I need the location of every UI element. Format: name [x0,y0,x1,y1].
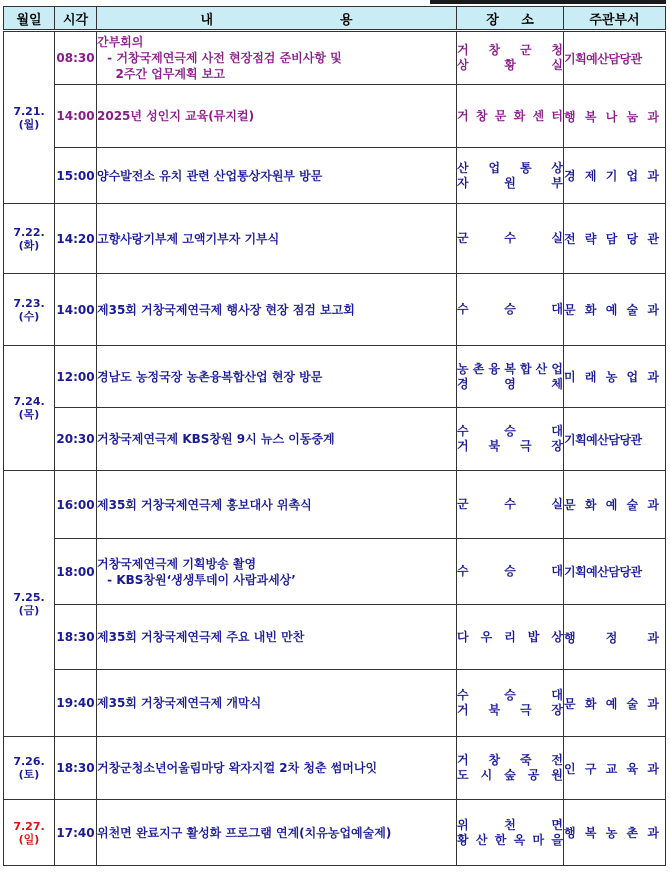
content-cell [97,85,457,148]
dept-label: 행 복 농 촌 과 [564,826,659,840]
place-cell [457,737,564,800]
time-cell: 14:00 [55,274,97,346]
dept-label: 문 화 예 술 과 [564,498,659,512]
dept-cell [564,274,666,346]
dept-cell [564,408,666,471]
place-cell [457,539,564,605]
weekday-label: (일) [18,832,40,846]
place-line: 위 천 면 [457,817,563,832]
table-row [4,670,666,737]
place-line: 수 승 대 [457,424,563,438]
weekday-label: (화) [18,238,40,252]
table-row [4,274,666,346]
content-line: 제35회 거창국제연극제 개막식 [97,696,262,710]
dept-label: 미 래 농 업 과 [564,370,659,384]
dept-label: 인 구 교 육 과 [564,761,659,776]
top-strip [430,0,666,4]
content-line: - 거창국제연극제 사전 현장점검 준비사항 및 [103,51,342,65]
dept-label: 경 제 기 업 과 [564,169,659,183]
date-label: 7.24. [13,395,45,408]
place-line: 농 촌 융 복 합 산 업 [457,361,563,376]
date-cell [4,800,55,866]
date-cell [4,204,55,274]
place-line: 수 승 대 [457,564,563,578]
place-line: 황 산 한 옥 마 을 [457,832,563,847]
dept-cell [564,605,666,670]
place-cell [457,85,564,148]
header-row [4,7,666,31]
time-cell: 20:30 [55,408,97,471]
table-row [4,204,666,274]
content-line: 2주간 업무계획 보고 [103,67,225,81]
dept-cell [564,346,666,408]
weekday-label: (금) [18,603,40,617]
place-line: 거 북 극 장 [457,439,563,453]
place-cell [457,471,564,539]
date-cell [4,471,55,737]
dept-cell [564,148,666,204]
table-row [4,737,666,800]
place-cell [457,670,564,737]
table-row [4,148,666,204]
place-line: 수 승 대 [457,688,563,702]
dept-label: 기획예산담당관 [564,51,642,66]
time-cell: 16:00 [55,471,97,539]
table-row [4,539,666,605]
place-line: 수 승 대 [457,302,563,316]
dept-cell [564,539,666,605]
place-cell [457,800,564,866]
dept-cell [564,800,666,866]
place-cell [457,204,564,274]
table-row [4,346,666,408]
header-place: 장 소 [457,7,564,31]
time-cell: 17:40 [55,800,97,866]
dept-cell [564,85,666,148]
content-line: 간부회의 [97,35,144,49]
dept-label: 문 화 예 술 과 [564,303,659,317]
date-label: 7.27. [13,819,45,833]
content-cell [97,274,457,346]
content-line: 거창국제연극제 기획방송 촬영 [97,556,257,571]
table-row [4,605,666,670]
table-row [4,408,666,471]
dept-cell [564,737,666,800]
content-cell [97,539,457,605]
content-cell [97,471,457,539]
time-cell: 12:00 [55,346,97,408]
schedule-table [3,6,666,866]
content-line: 2025년 성인지 교육(뮤지컬) [97,109,255,123]
content-cell [97,670,457,737]
place-cell [457,346,564,408]
table-row [4,85,666,148]
date-label: 7.22. [13,225,45,239]
place-line: 군 수 실 [457,497,563,511]
time-cell: 15:00 [55,148,97,204]
weekday-label: (월) [18,117,40,131]
content-line: 위천면 완료지구 활성화 프로그램 연계(치유농업예술제) [97,825,392,840]
place-cell [457,274,564,346]
content-cell [97,605,457,670]
dept-label: 기획예산담당관 [564,432,642,447]
header-time: 시각 [55,7,97,31]
dept-cell [564,31,666,85]
content-cell [97,204,457,274]
content-line: 양수발전소 유치 관련 산업통상자원부 방문 [97,168,323,183]
place-line: 거 창 문 화 센 터 [457,108,563,123]
place-line: 경 영 체 [457,376,563,391]
header-date: 월일 [4,7,55,31]
time-cell: 08:30 [55,31,97,85]
content-cell [97,737,457,800]
dept-label: 행 정 과 [564,630,659,645]
dept-cell [564,471,666,539]
dept-cell [564,670,666,737]
place-cell [457,31,564,85]
place-cell [457,148,564,204]
place-line: 거 창 군 청 [457,43,563,57]
dept-cell [564,204,666,274]
content-line: 제35회 거창국제연극제 홍보대사 위촉식 [97,497,312,512]
weekday-label: (목) [18,408,40,421]
time-cell: 18:00 [55,539,97,605]
time-cell: 14:20 [55,204,97,274]
content-cell [97,800,457,866]
content-line: - KBS창원‘생생투데이 사람과세상’ [103,572,296,587]
weekday-label: (수) [18,309,40,323]
dept-label: 전 략 담 당 관 [564,232,659,246]
dept-label: 문 화 예 술 과 [564,696,659,711]
place-line: 상 황 실 [457,58,563,72]
content-line: 거창국제연극제 KBS창원 9시 뉴스 이동중계 [97,432,335,446]
header-dept: 주관부서 [564,7,666,31]
date-cell [4,31,55,204]
table-row [4,31,666,85]
date-cell [4,346,55,471]
time-cell: 19:40 [55,670,97,737]
content-cell [97,408,457,471]
header-content: 내 용 [97,7,457,31]
date-label: 7.26. [13,755,45,768]
weekday-label: (토) [18,768,40,781]
date-label: 7.23. [13,296,45,310]
table-row [4,471,666,539]
time-cell: 18:30 [55,737,97,800]
content-line: 거창군청소년어울림마당 왁자지껄 2차 청춘 썸머나잇 [97,761,378,775]
content-line: 경남도 농정국장 농촌융복합산업 현장 방문 [97,369,323,384]
content-line: 고향사랑기부제 고액기부자 기부식 [97,231,280,246]
date-label: 7.21. [13,104,45,118]
place-line: 다 우 리 밥 상 [457,629,563,644]
content-line: 제35회 거창국제연극제 주요 내빈 만찬 [97,630,305,644]
date-label: 7.25. [13,590,45,604]
dept-label: 기획예산담당관 [564,565,642,579]
place-line: 거 북 극 장 [457,703,563,717]
place-cell [457,605,564,670]
content-cell [97,31,457,85]
dept-label: 행 복 나 눔 과 [564,109,659,124]
place-line: 거 창 죽 전 [457,753,563,767]
place-cell [457,408,564,471]
place-line: 도 시 숲 공 원 [457,768,563,782]
place-line: 군 수 실 [457,231,563,245]
date-cell [4,274,55,346]
content-cell [97,346,457,408]
content-line: 제35회 거창국제연극제 행사장 현장 점검 보고회 [97,302,355,317]
place-line: 자 원 부 [457,175,563,190]
content-cell [97,148,457,204]
time-cell: 18:30 [55,605,97,670]
table-row [4,800,666,866]
time-cell: 14:00 [55,85,97,148]
date-cell [4,737,55,800]
place-line: 산 업 통 상 [457,160,563,175]
